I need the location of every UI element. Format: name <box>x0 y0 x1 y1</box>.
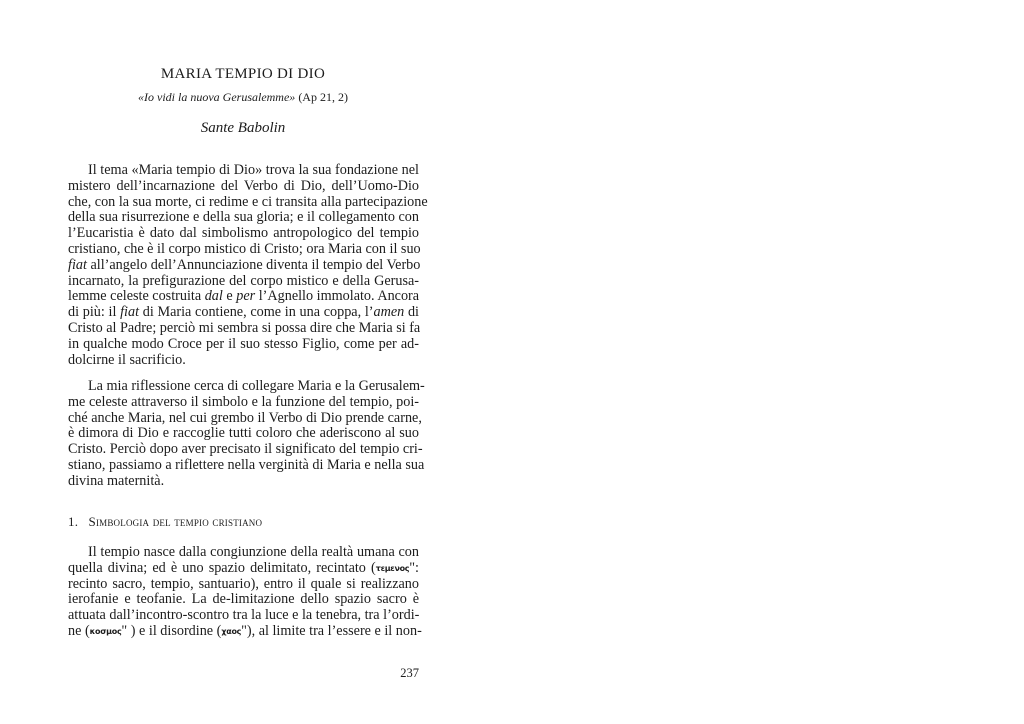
text-line: della sua risurrezione e della sua gloria; e il collegamento con <box>68 209 419 226</box>
paragraph-3 <box>68 544 422 640</box>
article-author: Sante Babolin <box>200 120 286 136</box>
text-run: di <box>404 304 419 321</box>
text-run: "), al limite tra l’essere e il non- <box>241 622 422 639</box>
text-line: divina maternità. <box>68 472 165 489</box>
text-line: me celeste attraverso il simbolo e la funzione del tempio, poi- <box>68 393 419 410</box>
text-line: l’Eucaristia è dato dal simbolismo antropologico del tempio <box>68 225 419 242</box>
italic-word: amen <box>373 304 405 321</box>
text-line: incarnato, la prefigurazione del corpo mistico e della Gerusa- <box>68 272 419 289</box>
text-line <box>68 258 419 274</box>
section-title: Simbologia del tempio cristiano <box>88 514 263 529</box>
text-line: cristiano, che è il corpo mistico di Cristo; ora Maria con il suo <box>68 240 421 257</box>
subtitle-quote: «Io vidi la nuova Gerusalemme» <box>138 90 296 104</box>
greek-word: τεμενος <box>375 563 410 573</box>
text-run: " ) e il disordine ( <box>121 622 222 639</box>
text-line: ché anche Maria, nel cui grembo il Verbo di Dio prende carne, <box>68 409 422 426</box>
text-line: è dimora di Dio e raccoglie tutti coloro che aderiscono al suo <box>68 425 419 442</box>
paragraph-2 <box>68 378 425 490</box>
greek-word: κοσμος <box>89 626 122 636</box>
text-line: che, con la sua morte, ci redime e ci transita alla partecipazione <box>68 193 428 210</box>
section-number: 1. <box>68 514 79 529</box>
text-line: stiano, passiamo a riflettere nella verginità di Maria e nella sua <box>68 456 425 473</box>
subtitle-reference: (Ap 21, 2) <box>295 90 348 104</box>
text-line <box>68 561 419 577</box>
text-line: attuata dall’incontro-scontro tra la luce e la tenebra, tra l’ordi- <box>68 607 420 624</box>
text-run: all’angelo dell’Annunciazione diventa il tempio del Verbo <box>86 256 421 273</box>
text-line: Il tema «Maria tempio di Dio» trova la sua fondazione nel <box>88 162 419 178</box>
text-line: Cristo. Perciò dopo aver precisato il significato del tempio cri- <box>68 441 423 458</box>
text-line: La mia riflessione cerca di collegare Maria e la Gerusalem- <box>88 378 425 394</box>
italic-word: dal <box>204 288 223 305</box>
text-run: l’Agnello immolato. Ancora <box>255 288 420 305</box>
page-number: 237 <box>400 666 419 680</box>
text-line: in qualche modo Croce per il suo stesso Figlio, come per ad- <box>68 335 419 352</box>
italic-word: per <box>236 288 256 305</box>
italic-word: fiat <box>120 304 140 321</box>
text-run: di più: il <box>68 304 121 321</box>
text-line: Cristo al Padre; perciò mi sembra si possa dire che Maria si fa <box>68 319 421 336</box>
text-run: e <box>222 288 237 305</box>
article-title: MARIA TEMPIO DI DIO <box>160 66 326 82</box>
text-line <box>68 289 419 305</box>
text-run: lemme celeste costruita <box>68 288 205 305</box>
section-heading <box>68 514 262 530</box>
paragraph-1 <box>68 162 428 368</box>
greek-word: χαος <box>221 626 242 636</box>
text-line: ierofanie e teofanie. La de-limitazione dello spazio sacro è <box>68 591 419 608</box>
italic-word: fiat <box>68 256 87 273</box>
text-run: di Maria contiene, come in una coppa, l’ <box>139 304 374 321</box>
text-line: recinto sacro, tempio, santuario), entro il quale si realizzano <box>68 575 419 592</box>
text-line: dolcirne il sacrificio. <box>68 351 186 368</box>
text-line: Il tempio nasce dalla congiunzione della realtà umana con <box>88 544 419 560</box>
article-subtitle <box>68 90 418 105</box>
text-line <box>68 622 422 640</box>
text-line <box>68 305 419 321</box>
text-run: ": <box>409 559 419 576</box>
text-run: ne ( <box>68 622 90 639</box>
text-run: quella divina; ed è uno spazio delimitato, recintato ( <box>68 559 376 576</box>
text-line: mistero dell’incarnazione del Verbo di Dio, dell’Uomo-Dio <box>68 177 419 194</box>
